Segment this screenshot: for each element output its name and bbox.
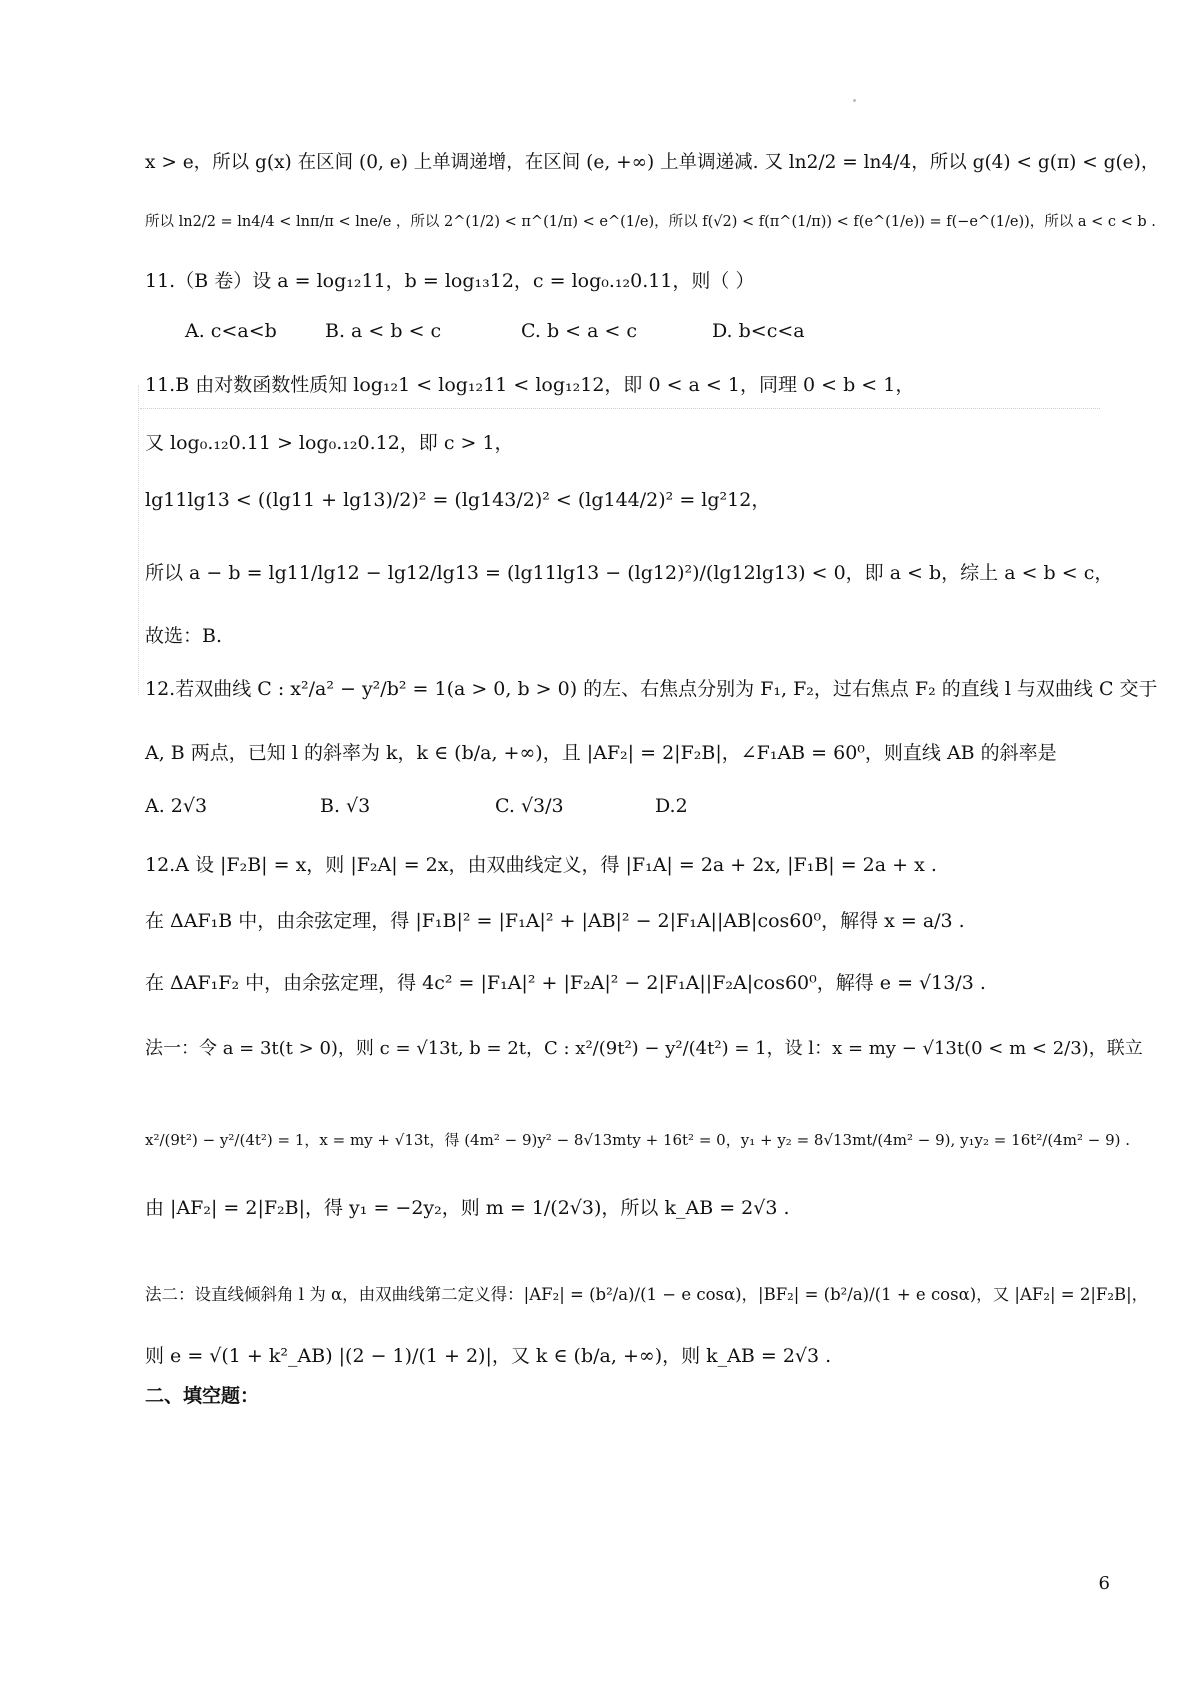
- text-line-1: x > e，所以 g(x) 在区间 (0, e) 上单调递增，在区间 (e, +∞) 上单调递减. 又 ln2/2 = ln4/4，所以 g(4) < g(π) < g(e)，: [145, 152, 1160, 173]
- answer-12-line-2: 在 ΔAF₁B 中，由余弦定理，得 |F₁B|² = |F₁A|² + |AB|² − 2|F₁A||AB|cos60⁰，解得 x = a/3 .: [145, 910, 965, 932]
- text-line-2: 所以 ln2/2 = ln4/4 < lnπ/π < lne/e ，所以 2^(1/2) < π^(1/π) < e^(1/e)，所以 f(√2) < f(π^(1/π)) < f(e^(1/e)) = f(−e^(1/e))，所以 a < c < b .: [145, 214, 1156, 230]
- answer-12-method-2-result: 则 e = √(1 + k²_AB) |(2 − 1)/(1 + 2)|，又 k ∈ (b/a, +∞)，则 k_AB = 2√3 .: [145, 1345, 832, 1367]
- question-12-stem-2: A, B 两点，已知 l 的斜率为 k，k ∈ (b/a, +∞)，且 |AF₂| = 2|F₂B|，∠F₁AB = 60⁰，则直线 AB 的斜率是: [145, 742, 1057, 764]
- answer-11-line-2: 又 log₀.₁₂0.11 > log₀.₁₂0.12，即 c > 1，: [145, 432, 514, 454]
- option-a: A. 2√3: [145, 795, 208, 817]
- answer-11-conclusion: 故选：B.: [145, 625, 223, 647]
- answer-12-method-1-cont: x²/(9t²) − y²/(4t²) = 1，x = my + √13t，得 (4m² − 9)y² − 8√13mty + 16t² = 0，y₁ + y₂ = 8√13mt/(4m² − 9), y₁y₂ = 16t²/(4m² − 9) .: [145, 1131, 1130, 1149]
- option-a: A. c<a<b: [185, 320, 277, 342]
- dotted-divider: [140, 408, 1100, 409]
- option-d: D. b<c<a: [712, 320, 805, 342]
- option-b: B. √3: [320, 795, 371, 817]
- option-c: C. b < a < c: [521, 320, 638, 342]
- answer-12-method-1: 法一：令 a = 3t(t > 0)，则 c = √13t, b = 2t，C : x²/(9t²) − y²/(4t²) = 1，设 l：x = my − √13t(0 < m < 2/3)，联立: [145, 1038, 1143, 1059]
- dotted-border-left: [138, 385, 139, 695]
- answer-11-line-4: 所以 a − b = lg11/lg12 − lg12/lg13 = (lg11lg13 − (lg12)²)/(lg12lg13) < 0，即 a < b，综上 a < b < c，: [145, 562, 1114, 584]
- answer-12-method-1-result: 由 |AF₂| = 2|F₂B|，得 y₁ = −2y₂，则 m = 1/(2√3)，所以 k_AB = 2√3 .: [145, 1197, 790, 1219]
- page-number: 6: [1098, 1573, 1110, 1594]
- question-11-stem: 11.（B 卷）设 a = log₁₂11，b = log₁₃12，c = log₀.₁₂0.11，则（ ）: [145, 270, 755, 292]
- question-12-stem-1: 12.若双曲线 C : x²/a² − y²/b² = 1(a > 0, b > 0) 的左、右焦点分别为 F₁, F₂，过右焦点 F₂ 的直线 l 与双曲线 C 交于: [145, 678, 1158, 700]
- scan-speck: [853, 99, 856, 102]
- answer-12-line-3: 在 ΔAF₁F₂ 中，由余弦定理，得 4c² = |F₁A|² + |F₂A|² − 2|F₁A||F₂A|cos60⁰，解得 e = √13/3 .: [145, 972, 986, 994]
- answer-12-line-1: 12.A 设 |F₂B| = x，则 |F₂A| = 2x，由双曲线定义，得 |F₁A| = 2a + 2x, |F₁B| = 2a + x .: [145, 854, 937, 876]
- answer-11-line-1: 11.B 由对数函数性质知 log₁₂1 < log₁₂11 < log₁₂12，即 0 < a < 1，同理 0 < b < 1，: [145, 374, 915, 396]
- answer-12-method-2: 法二：设直线倾斜角 l 为 α，由双曲线第二定义得：|AF₂| = (b²/a)/(1 − e cosα)，|BF₂| = (b²/a)/(1 + e cosα)，又 |AF₂| = 2|F₂B|，: [145, 1285, 1149, 1304]
- section-heading-fill-in: 二、填空题：: [145, 1385, 260, 1407]
- option-d: D.2: [655, 795, 688, 817]
- option-c: C. √3/3: [495, 795, 564, 817]
- option-b: B. a < b < c: [325, 320, 442, 342]
- answer-11-line-3: lg11lg13 < ((lg11 + lg13)/2)² = (lg143/2)² < (lg144/2)² = lg²12，: [145, 489, 771, 511]
